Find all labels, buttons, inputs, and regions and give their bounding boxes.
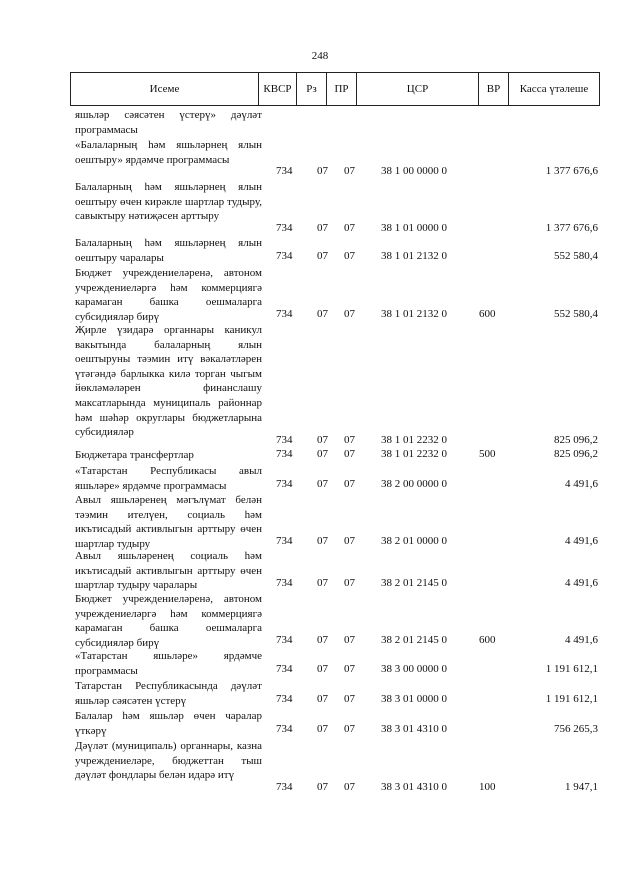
row-name: Балаларның һәм яшьләрнең ялын оештыру өчен кирәкле шартлар тудыру, савыктыру нәтиҗәсен арттыру [75,181,262,223]
row-kvsr: 734 [276,448,293,460]
row-sum: 1 377 676,6 [545,165,598,177]
row-name: Татарстан Республикасында дәүләт яшьләр сәясәтен үстерү [75,680,262,707]
row-pr: 07 [344,535,355,547]
row-name: Бюджет учреждениеләренә, автоном учреждениеләргә һәм коммерциягә карамаган башка оешмаларга субсидияләр бирү [75,267,262,323]
row-name: Бюджетара трансфертлар [75,449,194,461]
row-pr: 07 [344,165,355,177]
row-sum: 825 096,2 [554,448,598,460]
page-number: 248 [311,50,329,62]
row-kvsr: 734 [276,165,293,177]
row-sum: 4 491,6 [565,478,598,490]
header-csr: ЦСР [357,73,479,105]
row-sum: 1 191 612,1 [545,663,598,675]
row-pr: 07 [344,723,355,735]
row-vr: 600 [479,308,496,320]
row-rz: 07 [317,781,328,793]
row-rz: 07 [317,723,328,735]
row-kvsr: 734 [276,250,293,262]
row-sum: 1 947,1 [565,781,598,793]
row-csr: 38 1 01 2232 0 [381,434,447,446]
row-name: Дәүләт (муниципаль) органнары, казна учреждениеләре, бюджеттан тыш дәүләт фондлары белән идарә итү [75,740,262,782]
row-pr: 07 [344,693,355,705]
row-rz: 07 [317,535,328,547]
row-rz: 07 [317,222,328,234]
row-name: Җирле үзидарә органнары каникул вакытында балаларның ялын оештыруны тәэмин итү вәкаләтләрен үтәгәндә барлыкка килә торган чыгым йөкләмәләрен финанслашу максатларында муниципаль районнар һәм шәһәр округлары бюджетларына субсидияләр [75,324,262,439]
row-rz: 07 [317,434,328,446]
row-csr: 38 3 01 4310 0 [381,781,447,793]
row-pr: 07 [344,308,355,320]
row-name: яшьләр сәясәтен үстерү» дәүләт программасы [75,109,262,136]
row-kvsr: 734 [276,693,293,705]
header-kassa: Касса үтәлеше [519,82,589,95]
row-sum: 1 377 676,6 [545,222,598,234]
row-sum: 4 491,6 [565,577,598,589]
row-pr: 07 [344,577,355,589]
row-rz: 07 [317,448,328,460]
row-pr: 07 [344,448,355,460]
row-name: «Татарстан яшьләре» ярдәмче программасы [75,650,262,677]
row-kvsr: 734 [276,723,293,735]
row-name: «Балаларның һәм яшьләрнең ялын оештыру» ярдәмче программасы [75,139,262,166]
row-csr: 38 2 01 0000 0 [381,535,447,547]
row-vr: 600 [479,634,496,646]
row-name: «Татарстан Республикасы авыл яшьләре» ярдәмче программасы [75,465,262,492]
row-kvsr: 734 [276,781,293,793]
header-vr: ВР [479,73,509,105]
row-pr: 07 [344,434,355,446]
row-rz: 07 [317,250,328,262]
row-sum: 4 491,6 [565,634,598,646]
row-pr: 07 [344,478,355,490]
row-pr: 07 [344,634,355,646]
row-sum: 825 096,2 [554,434,598,446]
row-csr: 38 3 00 0000 0 [381,663,447,675]
row-kvsr: 734 [276,222,293,234]
header-name: Исеме [71,73,259,105]
row-sum: 1 191 612,1 [545,693,598,705]
row-sum: 4 491,6 [565,535,598,547]
row-name: Балаларның һәм яшьләрнең ялын оештыру чаралары [75,237,262,264]
row-sum: 552 580,4 [554,308,598,320]
row-csr: 38 1 01 0000 0 [381,222,447,234]
table-header [70,72,600,106]
row-csr: 38 1 01 2232 0 [381,448,447,460]
row-csr: 38 1 01 2132 0 [381,250,447,262]
row-kvsr: 734 [276,663,293,675]
row-csr: 38 2 01 2145 0 [381,634,447,646]
row-csr: 38 1 00 0000 0 [381,165,447,177]
header-kvsr: КВСР [259,73,297,105]
row-pr: 07 [344,781,355,793]
row-kvsr: 734 [276,308,293,320]
row-pr: 07 [344,250,355,262]
row-vr: 500 [479,448,496,460]
row-rz: 07 [317,663,328,675]
row-name: Бюджет учреждениеләренә, автоном учреждениеләргә һәм коммерциягә карамаган башка оешмаларга субсидияләр бирү [75,593,262,649]
row-kvsr: 734 [276,478,293,490]
row-rz: 07 [317,577,328,589]
row-csr: 38 1 01 2132 0 [381,308,447,320]
row-sum: 552 580,4 [554,250,598,262]
row-csr: 38 3 01 0000 0 [381,693,447,705]
row-kvsr: 734 [276,434,293,446]
row-rz: 07 [317,308,328,320]
row-kvsr: 734 [276,634,293,646]
row-rz: 07 [317,165,328,177]
row-name: Авыл яшьләренең социаль һәм икътисадый активлыгын арттыру өчен шартлар тудыру чаралары [75,550,262,592]
row-name: Балалар һәм яшьләр өчен чаралар үткәрү [75,710,262,737]
row-csr: 38 2 00 0000 0 [381,478,447,490]
row-kvsr: 734 [276,535,293,547]
row-name: Авыл яшьләренең мәгълүмат белән тәэмин ителүен, социаль һәм икътисадый активлыгын арттыру өчен шартлар тудыру [75,494,262,550]
row-sum: 756 265,3 [554,723,598,735]
row-rz: 07 [317,478,328,490]
row-kvsr: 734 [276,577,293,589]
row-pr: 07 [344,663,355,675]
row-rz: 07 [317,693,328,705]
header-pr: ПР [327,73,357,105]
row-pr: 07 [344,222,355,234]
row-csr: 38 2 01 2145 0 [381,577,447,589]
row-vr: 100 [479,781,496,793]
row-rz: 07 [317,634,328,646]
row-csr: 38 3 01 4310 0 [381,723,447,735]
header-rz: Рз [297,73,327,105]
